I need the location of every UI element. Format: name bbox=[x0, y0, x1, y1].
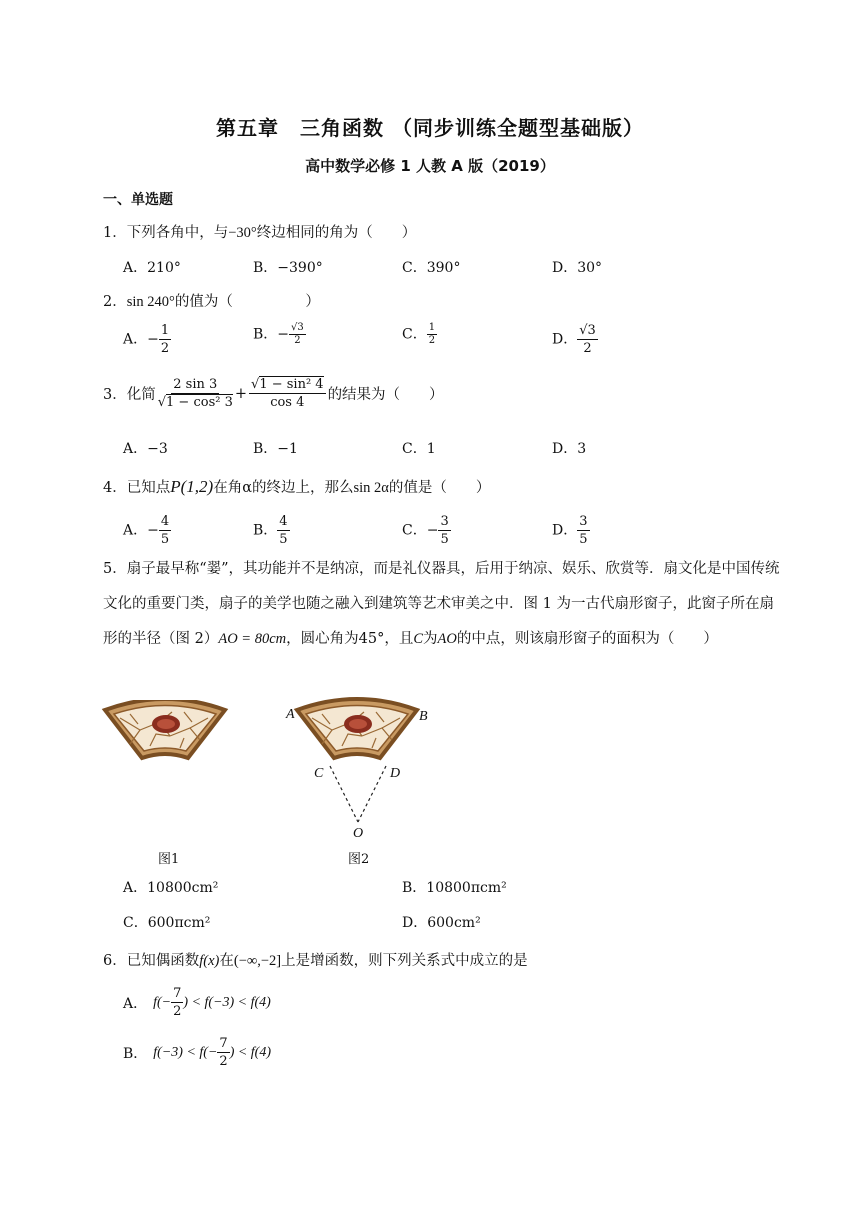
label-c: C bbox=[314, 766, 324, 781]
option-a: A．210° bbox=[123, 260, 181, 276]
question-text: 的结果为（ ） bbox=[327, 387, 444, 403]
question-text: 已知点 bbox=[126, 480, 171, 496]
question-number: 3． bbox=[103, 387, 127, 403]
option-a: A． f(− $\frac{7}{2}$ ) < f(−3) < f(4) bbox=[123, 986, 271, 1019]
option-d: D． $\frac{3}{5}$ bbox=[552, 514, 588, 547]
figure-1-fan-window bbox=[100, 700, 230, 780]
question-text: 化简 bbox=[126, 387, 156, 403]
page-title: 第五章 三角函数 （同步训练全题型基础版） bbox=[216, 116, 644, 140]
question-text: 在角α的终边上，那么 bbox=[213, 480, 354, 496]
option-b: B．−390° bbox=[253, 260, 323, 276]
option-c: C． $\frac{1}{2}$ bbox=[402, 322, 436, 346]
figure-2-diagram bbox=[282, 692, 434, 846]
label-d: D bbox=[390, 766, 401, 781]
option-d: D．30° bbox=[552, 260, 603, 276]
label-a: A bbox=[286, 707, 295, 722]
question-number: 6． bbox=[103, 953, 127, 969]
question-text: 的值为（ ） bbox=[174, 294, 320, 310]
fraction: $\frac{2 \sin 3}{\text{√1 − cos² 3}}$ bbox=[157, 377, 233, 410]
option-b: B． $\frac{4}{5}$ bbox=[253, 514, 288, 547]
question-number: 1． bbox=[103, 225, 127, 241]
question-3: 3． 化简 $\frac{2 \sin 3}{\text{√1 − cos² 3}}$ + $\frac{\text{√1 − sin² 4}}{\cos 4}$ 的结果为（ ） bbox=[103, 377, 444, 410]
page-subtitle: 高中数学必修 1 人教 A 版（2019） bbox=[305, 157, 555, 175]
option-d: D．3 bbox=[552, 441, 587, 457]
option-b: B．− $\frac{√3}{2}$ bbox=[253, 322, 304, 346]
option-c: C．390° bbox=[402, 260, 461, 276]
question-number: 2． bbox=[103, 294, 127, 310]
question-1 bbox=[103, 221, 416, 242]
question-5: 5．扇子最早称“翣”，其功能并不是纳凉，而是礼仪器具，后用于纳凉、娱乐、欣赏等．扇文化是中国传统文化的重要门类，扇子的美学也随之融入到建筑等艺术审美之中．图 1 为一古代扇形窗子，此窗子所在扇形的半径（图 2）AO = 80cm，圆心角为45°，且C为AO的中点，则该扇形窗子的面积为（ ） bbox=[103, 561, 780, 647]
math-expression: f(x) bbox=[199, 953, 220, 969]
figure-2-caption: 图2 bbox=[348, 852, 370, 867]
option-d: D． $\frac{√3}{2}$ bbox=[552, 323, 596, 356]
math-expression: P(1,2) bbox=[170, 477, 214, 496]
math-expression: −30° bbox=[228, 225, 257, 241]
question-4 bbox=[103, 476, 490, 497]
option-a: A．−3 bbox=[123, 441, 168, 457]
option-a: A．10800cm² bbox=[123, 880, 219, 896]
question-2 bbox=[103, 290, 320, 311]
option-c: C．1 bbox=[402, 441, 436, 457]
option-c: C．− $\frac{3}{5}$ bbox=[402, 514, 449, 547]
section-heading: 一、单选题 bbox=[103, 192, 173, 208]
question-text: 在 bbox=[219, 953, 234, 969]
question-number: 5． bbox=[103, 561, 127, 577]
label-b: B bbox=[419, 709, 428, 724]
option-b: B． f(−3) < f(− $\frac{7}{2}$ ) < f(4) bbox=[123, 1036, 272, 1069]
fraction: $\frac{\text{√1 − sin² 4}}{\cos 4}$ bbox=[251, 377, 324, 410]
option-b: B．−1 bbox=[253, 441, 298, 457]
option-c: C．600πcm² bbox=[123, 915, 211, 931]
question-text: 已知偶函数 bbox=[126, 953, 200, 969]
question-text: 下列各角中，与 bbox=[126, 225, 229, 241]
question-6 bbox=[103, 949, 528, 970]
option-d: D．600cm² bbox=[402, 915, 481, 931]
question-number: 4． bbox=[103, 480, 127, 496]
question-text: 上是增函数，则下列关系式中成立的是 bbox=[281, 953, 528, 969]
option-a: A．− $\frac{4}{5}$ bbox=[123, 514, 170, 547]
math-expression: sin 2α bbox=[353, 480, 389, 496]
label-o: O bbox=[353, 826, 364, 841]
option-a: A．− $\frac{1}{2}$ bbox=[123, 323, 170, 356]
question-text: 终边相同的角为（ ） bbox=[256, 225, 417, 241]
figure-1-caption: 图1 bbox=[158, 852, 180, 867]
math-expression: (−∞,−2] bbox=[233, 953, 282, 969]
math-expression: sin 240° bbox=[126, 294, 175, 310]
question-text: 的值是（ ） bbox=[388, 480, 491, 496]
option-b: B．10800πcm² bbox=[402, 880, 507, 896]
